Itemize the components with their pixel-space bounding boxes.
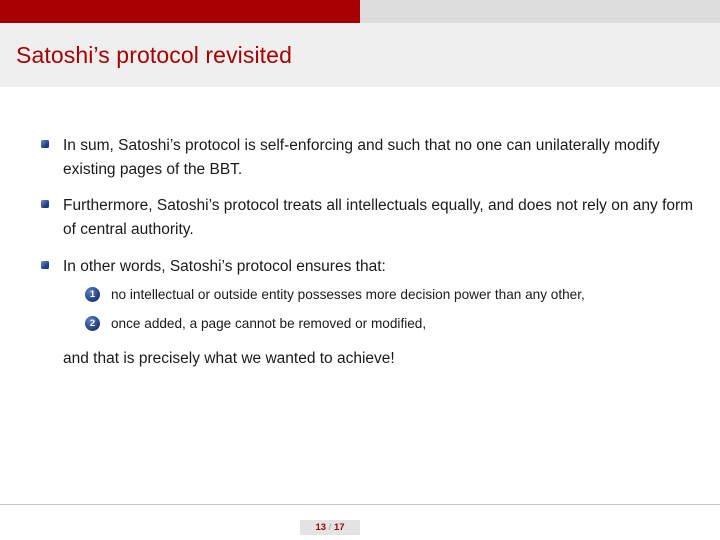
square-bullet-icon bbox=[41, 200, 49, 208]
numbered-item-text: no intellectual or outside entity possesses more decision power than any other, bbox=[111, 286, 585, 302]
page-separator: / bbox=[326, 522, 334, 533]
numbered-list bbox=[63, 285, 698, 335]
square-bullet-icon bbox=[41, 140, 49, 148]
bullet-list bbox=[38, 134, 698, 334]
numbered-bullet-icon: 1 bbox=[85, 287, 100, 302]
bullet-text: In other words, Satoshi’s protocol ensures that: bbox=[63, 257, 386, 275]
slide-content bbox=[38, 134, 698, 371]
page-number-indicator bbox=[300, 520, 360, 535]
list-item bbox=[38, 194, 698, 241]
bullet-text: In sum, Satoshi’s protocol is self-enforcing and such that no one can unilaterally modify existing pages of the BBT. bbox=[63, 137, 660, 178]
closing-text: and that is precisely what we wanted to achieve! bbox=[63, 350, 395, 368]
bullet-text: Furthermore, Satoshi’s protocol treats all intellectuals equally, and does not rely on any form of central authority. bbox=[63, 197, 694, 239]
top-decoration-bar bbox=[0, 0, 720, 23]
top-accent-bar bbox=[0, 0, 360, 23]
list-item bbox=[38, 134, 698, 181]
square-bullet-icon bbox=[41, 261, 49, 269]
list-item bbox=[85, 285, 698, 305]
page-title: Satoshi’s protocol revisited bbox=[16, 42, 292, 68]
numbered-item-text: once added, a page cannot be removed or modified, bbox=[111, 315, 427, 331]
footer-bar bbox=[0, 505, 720, 540]
list-item bbox=[85, 314, 698, 334]
total-page-number: 17 bbox=[333, 522, 345, 533]
current-page-number: 13 bbox=[315, 522, 327, 533]
list-item bbox=[38, 255, 698, 334]
numbered-bullet-icon: 2 bbox=[85, 316, 100, 331]
